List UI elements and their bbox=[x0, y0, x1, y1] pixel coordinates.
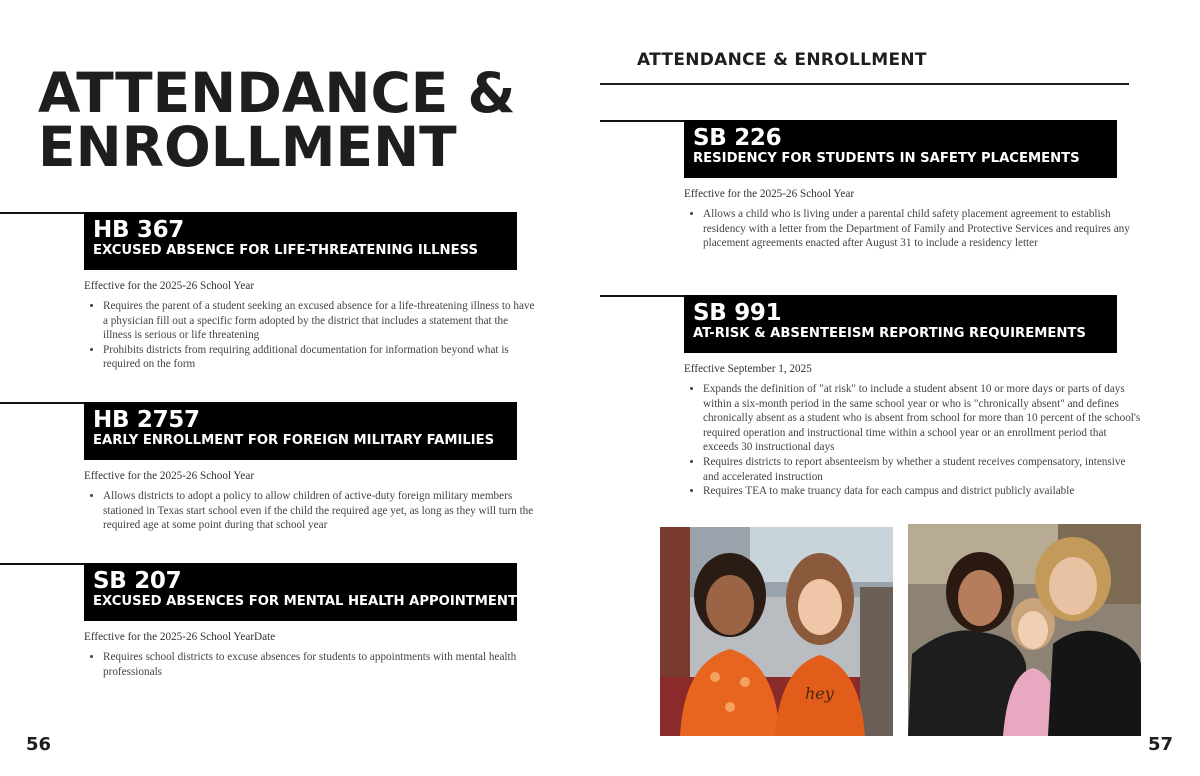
bill-bullets bbox=[684, 207, 1131, 251]
page-title bbox=[38, 61, 516, 179]
page-title-line-2: ENROLLMENT bbox=[38, 115, 457, 179]
bullet-item: • Expands the definition of "at risk" to include a student absent 10 or more days or parts of days within a six-month period in the same school year or who is "chronically absent" and defines chronically absent as a student who is absent from school for more than 10 percent of the school's required operation and instructional time within a school year or an enrollment period that exceeds 30 instructional days bbox=[703, 382, 1143, 455]
effective-date: Effective for the 2025-26 School Year bbox=[684, 188, 855, 200]
bill-number: HB 367 bbox=[93, 217, 184, 243]
svg-text:hey: hey bbox=[805, 684, 834, 703]
effective-date: Effective for the 2025-26 School YearDate bbox=[84, 631, 276, 643]
page-number: 57 bbox=[1148, 734, 1174, 755]
bullet-item: • Requires districts to report absenteeism by whether a student receives compensatory, intensive and accelerated instruction bbox=[703, 455, 1143, 484]
bill-sb-226 bbox=[600, 120, 1200, 280]
section-divider bbox=[0, 563, 84, 565]
page-title-line-1: ATTENDANCE & bbox=[38, 61, 516, 125]
bill-subtitle: AT-RISK & ABSENTEEISM REPORTING REQUIREMENTS bbox=[693, 326, 1086, 341]
bill-header bbox=[84, 563, 527, 621]
bill-number: SB 226 bbox=[693, 125, 782, 151]
right-page bbox=[600, 0, 1200, 776]
bullet-item: • Allows districts to adopt a policy to allow children of active-duty foreign military members stationed in Texas start school even if the child the required age yet, as long as they will turn the required age at some point during that school year bbox=[103, 489, 538, 533]
effective-date: Effective for the 2025-26 School Year bbox=[84, 470, 255, 482]
bill-number: SB 991 bbox=[693, 300, 782, 326]
bill-subtitle: RESIDENCY FOR STUDENTS IN SAFETY PLACEMENTS bbox=[693, 151, 1080, 166]
bill-header bbox=[684, 295, 1117, 353]
bill-bullets bbox=[84, 299, 538, 372]
running-header: ATTENDANCE & ENROLLMENT bbox=[637, 50, 927, 70]
bullet-item: • Prohibits districts from requiring additional documentation for information beyond what is required on the form bbox=[103, 343, 538, 372]
bill-hb-2757 bbox=[0, 402, 600, 552]
bill-subtitle: EXCUSED ABSENCES FOR MENTAL HEALTH APPOINTMENTS bbox=[93, 594, 527, 609]
bullet-item: • Requires the parent of a student seeking an excused absence for a life-threatening illness to have a physician fill out a specific form adopted by the district that includes a statement that the illness is serious or life threatening bbox=[103, 299, 538, 343]
bill-header bbox=[684, 120, 1117, 178]
photo-staff-with-child bbox=[908, 524, 1141, 736]
section-divider bbox=[600, 120, 684, 122]
header-rule bbox=[600, 83, 1129, 85]
page-number: 56 bbox=[26, 734, 52, 755]
section-divider bbox=[600, 295, 684, 297]
section-divider bbox=[0, 402, 84, 404]
effective-date: Effective for the 2025-26 School Year bbox=[84, 280, 255, 292]
bill-sb-207 bbox=[0, 563, 600, 693]
bullet-item: • Requires TEA to make truancy data for each campus and district publicly available bbox=[703, 484, 1143, 499]
bill-subtitle: EXCUSED ABSENCE FOR LIFE-THREATENING ILLNESS bbox=[93, 243, 478, 258]
bill-hb-367 bbox=[0, 212, 600, 392]
bullet-item: • Allows a child who is living under a parental child safety placement agreement to establish residency with a letter from the Department of Family and Protective Services and requires any placement agreements enacted after August 31 to include a residency letter bbox=[703, 207, 1131, 251]
effective-date: Effective September 1, 2025 bbox=[684, 363, 812, 375]
bill-number: HB 2757 bbox=[93, 407, 200, 433]
photo-staff-illustration bbox=[908, 524, 1141, 736]
bill-subtitle: EARLY ENROLLMENT FOR FOREIGN MILITARY FAMILIES bbox=[93, 433, 495, 448]
bill-header bbox=[84, 212, 517, 270]
photo-two-girls bbox=[660, 527, 893, 736]
bill-number: SB 207 bbox=[93, 568, 182, 594]
bullet-item: • Requires school districts to excuse absences for students to appointments with mental health professionals bbox=[103, 650, 523, 679]
photo-two-girls-illustration bbox=[660, 527, 893, 736]
bill-bullets bbox=[84, 650, 523, 679]
bill-bullets bbox=[684, 382, 1143, 499]
section-divider bbox=[0, 212, 84, 214]
bill-header bbox=[84, 402, 517, 460]
bill-bullets bbox=[84, 489, 538, 533]
bill-sb-991 bbox=[600, 295, 1200, 515]
